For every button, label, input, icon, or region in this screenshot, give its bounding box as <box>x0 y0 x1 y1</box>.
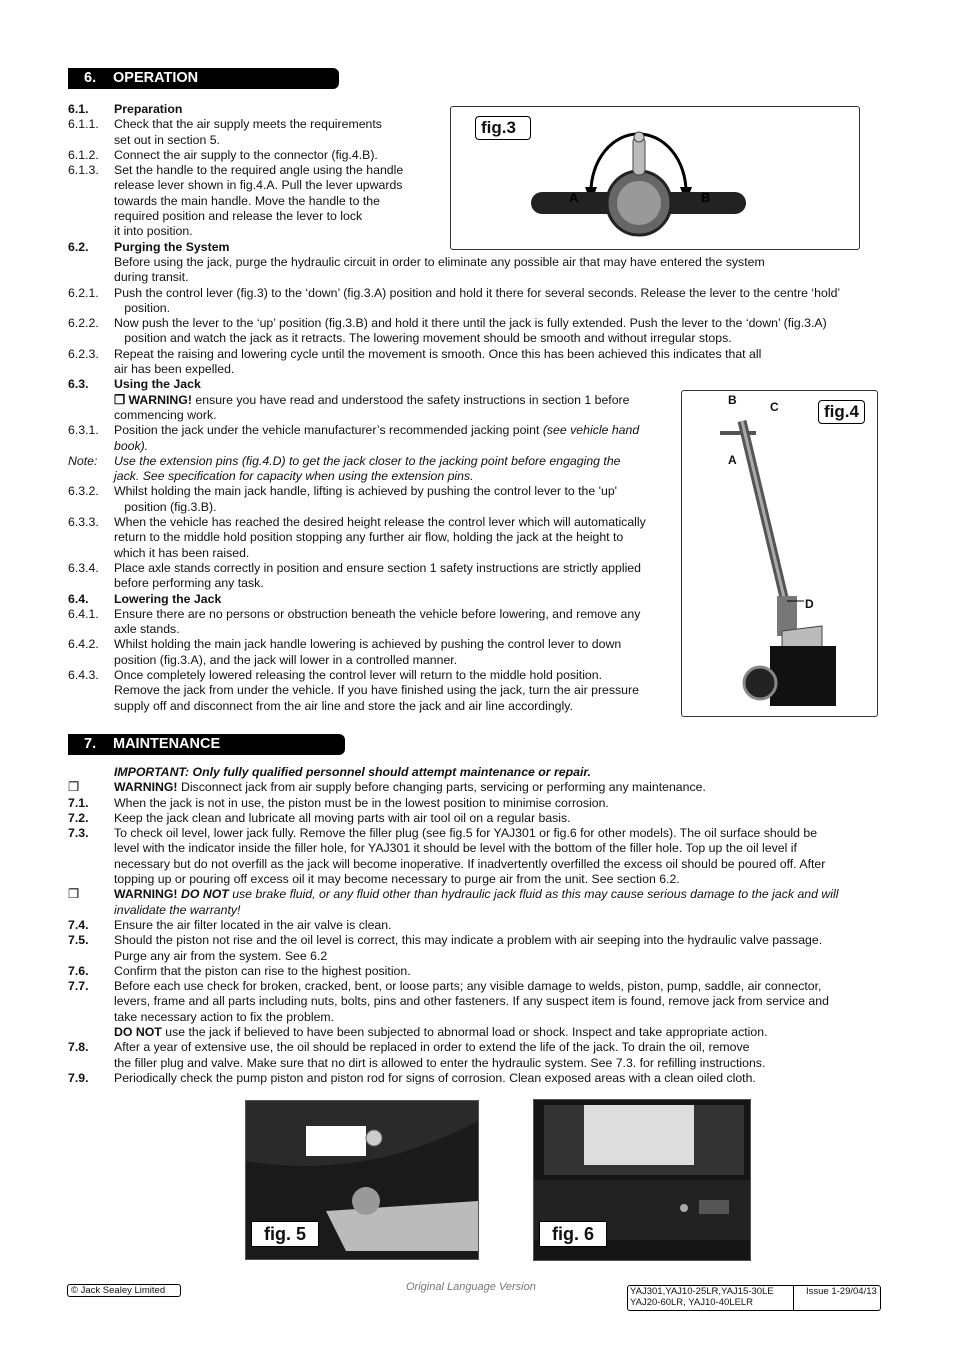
item-text <box>114 1071 756 1086</box>
text-segment: When the jack is not in use, the piston must be in the lowest position to minimise corrosion. <box>114 795 609 810</box>
item-text <box>114 163 403 239</box>
item-text <box>114 796 609 811</box>
text-segment: Should the piston not rise and the oil level is correct, this may indicate a problem with air seeping into the hydraulic valve passage. Purge any air from the system. See 6.2 <box>114 933 823 963</box>
item-text <box>114 515 646 561</box>
item-number: 6.2.3. <box>68 346 99 361</box>
text-segment: Now push the lever to the ‘up’ position (fig.3.B) and hold it there until the jack is fully extended. Push the lever to the ‘down’ (fig.3.A) position and watch the jack as it retracts. The lowering movement should be smooth and without irregular stops. <box>114 316 827 346</box>
item-number: 6.3.3. <box>68 515 99 530</box>
text-segment: DO NOT <box>180 887 229 902</box>
item-number: 6.1.1. <box>68 117 99 132</box>
footer-models-line: YAJ301,YAJ10-25LR,YAJ15-30LE <box>630 1286 774 1297</box>
section-header-operation <box>68 68 339 89</box>
item-number <box>68 1025 114 1040</box>
item-number: 7.5. <box>68 933 89 948</box>
item-number: 6.4.2. <box>68 637 99 652</box>
item-text <box>114 393 629 424</box>
fig6-photo <box>533 1099 751 1261</box>
text-segment: Repeat the raising and lowering cycle until the movement is smooth. Once this has been achieved this indicates that all air has been expelled. <box>114 346 762 377</box>
text-segment: Disconnect jack from air supply before changing parts, servicing or performing any maintenance. <box>177 780 706 795</box>
list-item <box>68 933 898 964</box>
item-text <box>114 255 765 286</box>
footer-issue: Issue 1-29/04/13 <box>806 1286 877 1297</box>
text-segment: To check oil level, lower jack fully. Remove the filler plug (see fig.5 for YAJ301 or fig.6 for other models). The oil surface should be level with the indicator inside the filler hole, for YAJ301 it should be level with the bottom of the filler hole. Top up the oil level if necessary but do not overfill as the jack will become inoperative. If inadvertently overfilled the excess oil should be poured off. After topping up or pouring off excess oil it may become necessary to purge air from the unit. See section 6.2. <box>114 826 826 887</box>
item-text <box>114 1025 768 1040</box>
list-item <box>68 979 898 1025</box>
text-segment: Keep the jack clean and lubricate all moving parts with air tool oil on a regular basis. <box>114 810 571 825</box>
item-text <box>114 933 822 964</box>
jack-illustration <box>682 391 877 716</box>
text-segment: Use the extension pins (fig.4.D) to get the jack closer to the jacking point before engaging the jack. See specification for capacity when using the extension pins. <box>114 453 621 484</box>
footer-models <box>628 1286 794 1310</box>
list-item <box>68 347 888 378</box>
text-segment: Before each use check for broken, cracked, bent, or loose parts; any visible damage to welds, piston, pump, saddle, air connector, levers, frame and all parts including nuts, bolts, pins and other fasteners. If any suspect item is found, remove jack from service and take necessary action to fix the problem. <box>114 979 829 1024</box>
item-text <box>114 780 706 795</box>
list-item <box>68 780 898 795</box>
text-segment: ensure you have read and understood the safety instructions in section 1 before commencing work. <box>114 392 630 422</box>
item-number <box>68 765 114 780</box>
list-item <box>68 1025 898 1040</box>
text-segment: Ensure the air filter located in the air valve is clean. <box>114 917 392 932</box>
item-text <box>114 964 411 979</box>
text-segment: Position the jack under the vehicle manufacturer’s recommended jacking point <box>114 423 543 438</box>
item-text <box>114 454 621 485</box>
text-segment: When the vehicle has reached the desired height release the control lever which will automatically return to the middle hold position stopping any further air flow, holding the jack at the height to which it has been raised. <box>114 515 646 560</box>
footer-copyright: © Jack Sealey Limited <box>67 1284 181 1297</box>
item-number: 6.3.4. <box>68 560 99 575</box>
item-text <box>114 423 639 454</box>
item-text <box>114 637 621 668</box>
section-header-maintenance <box>68 734 345 755</box>
text-segment: Set the handle to the required angle using the handle release lever shown in fig.4.A. Pull the lever upwards towards the main handle. Move the handle to the required position and release the lever to lock it into position. <box>114 163 404 239</box>
list-item <box>68 1071 898 1086</box>
item-number: 6.3.1. <box>68 423 99 438</box>
fig3-label: fig.3 <box>475 116 531 140</box>
item-text <box>114 347 761 378</box>
list-item <box>68 887 898 918</box>
text-segment: IMPORTANT: Only fully qualified personnel should attempt maintenance or repair. <box>114 765 591 779</box>
item-text <box>114 979 829 1025</box>
text-segment: Whilst holding the main jack handle lowering is achieved by pushing the control lever to down position (fig.3.A), and the jack will lower in a controlled manner. <box>114 637 622 667</box>
text-segment: Purging the System <box>114 239 230 254</box>
fig4-d-label: D <box>805 597 814 611</box>
item-number: ❒ <box>68 780 80 795</box>
item-text <box>114 484 617 515</box>
maintenance-text <box>68 765 898 1086</box>
item-text <box>114 148 378 163</box>
fig5-label: fig. 5 <box>251 1221 319 1247</box>
control-lever-illustration <box>451 107 859 249</box>
section-title: MAINTENANCE <box>113 736 221 752</box>
item-number: 7.6. <box>68 963 89 978</box>
item-text <box>114 117 382 148</box>
item-number: 6.1. <box>68 102 89 116</box>
item-number: 6.4.1. <box>68 606 99 621</box>
fig3-a-label: A <box>569 190 579 205</box>
text-segment: Using the Jack <box>114 377 201 392</box>
text-segment: Whilst holding the main jack handle, lifting is achieved by pushing the control lever to the 'up' position (fig.3.B). <box>114 484 618 514</box>
fig3-b-label: B <box>701 190 711 205</box>
text-segment: (see vehicle hand book). <box>114 423 640 453</box>
fig4-a-label: A <box>728 453 737 467</box>
item-text <box>114 240 229 255</box>
text-segment: use brake fluid, or any fluid other than hydraulic jack fluid as this may cause serious damage to the jack and will invalidate the warranty! <box>114 887 839 917</box>
text-segment: Before using the jack, purge the hydraulic circuit in order to eliminate any possible air that may have entered the system during transit. <box>114 254 765 285</box>
item-number <box>68 393 114 424</box>
footer-language: Original Language Version <box>406 1281 536 1293</box>
item-number: 6.4. <box>68 591 89 606</box>
item-number: 7.7. <box>68 979 89 994</box>
section-number: 6. <box>84 70 97 86</box>
section-title: OPERATION <box>113 70 199 86</box>
item-number: 6.2.2. <box>68 316 99 331</box>
section-number: 7. <box>84 736 97 752</box>
item-number: 7.1. <box>68 795 89 810</box>
text-segment: Periodically check the pump piston and piston rod for signs of corrosion. Clean exposed areas with a clean oiled cloth. <box>114 1070 756 1085</box>
item-text <box>114 826 825 887</box>
list-item <box>68 964 898 979</box>
text-segment: Check that the air supply meets the requirements set out in section 5. <box>114 117 382 147</box>
item-text <box>114 765 591 780</box>
item-number <box>68 255 114 286</box>
text-segment: Connect the air supply to the connector (fig.4.B). <box>114 147 378 162</box>
fig6-label: fig. 6 <box>539 1221 607 1247</box>
item-text <box>114 1040 765 1071</box>
text-segment: ❒ WARNING! <box>114 392 192 407</box>
list-item <box>68 765 898 780</box>
fig4-b-label: B <box>728 393 737 407</box>
list-item <box>68 255 888 286</box>
item-number: 6.1.3. <box>68 163 99 178</box>
item-number: 7.2. <box>68 810 89 825</box>
item-text <box>114 102 182 117</box>
fig4-c-label: C <box>770 400 779 414</box>
item-text <box>114 316 827 347</box>
list-item <box>68 918 898 933</box>
text-segment: Push the control lever (fig.3) to the ‘down’ (fig.3.A) position and hold it there for several seconds. Release the lever to the centre ‘hold’ position. <box>114 285 841 315</box>
item-text <box>114 918 392 933</box>
item-text <box>114 887 838 918</box>
list-item <box>68 1040 898 1071</box>
fig4-jack <box>681 390 878 717</box>
item-text <box>114 668 639 714</box>
text-segment: Place axle stands correctly in position and ensure section 1 safety instructions are strictly applied before performing any task. <box>114 560 641 591</box>
text-segment: After a year of extensive use, the oil should be replaced in order to extend the life of the jack. To drain the oil, remove the filler plug and valve. Make sure that no dirt is allowed to enter the hydraulic system. See 7.3. for refilling instructions. <box>114 1040 766 1070</box>
item-number: 6.3.2. <box>68 484 99 499</box>
fig5-photo <box>245 1100 479 1260</box>
item-number: 6.1.2. <box>68 147 99 162</box>
item-number: 6.2. <box>68 239 89 254</box>
item-number: Note: <box>68 453 98 468</box>
text-segment: Lowering the Jack <box>114 591 222 606</box>
text-segment: Ensure there are no persons or obstruction beneath the vehicle before lowering, and remove any axle stands. <box>114 606 641 637</box>
text-segment: WARNING! <box>114 780 178 795</box>
text-segment: WARNING! <box>114 887 181 902</box>
item-number: 6.4.3. <box>68 667 99 682</box>
text-segment: DO NOT <box>114 1025 162 1040</box>
text-segment: Preparation <box>114 102 183 116</box>
fig3-control-lever <box>450 106 860 250</box>
list-item <box>68 316 888 347</box>
list-item <box>68 811 898 826</box>
item-number: 6.3. <box>68 377 89 392</box>
footer-models-box <box>627 1285 881 1311</box>
list-item <box>68 286 888 317</box>
item-number: 7.9. <box>68 1070 89 1085</box>
item-text <box>114 377 201 392</box>
item-number: 7.8. <box>68 1040 89 1055</box>
fig4-label: fig.4 <box>818 400 865 424</box>
item-text <box>114 592 221 607</box>
item-text <box>114 811 571 826</box>
item-number: 6.2.1. <box>68 285 99 300</box>
item-number: ❒ <box>68 887 80 902</box>
item-text <box>114 607 640 638</box>
item-number: 7.3. <box>68 826 89 841</box>
text-segment: Once completely lowered releasing the control lever will return to the middle hold position. Remove the jack from under the vehicle. If you have finished using the jack, turn the air pressure supply off and disconnect from the air line and store the jack and air line accordingly. <box>114 667 639 713</box>
item-text <box>114 561 641 592</box>
text-segment: Confirm that the piston can rise to the highest position. <box>114 963 411 978</box>
list-item <box>68 796 898 811</box>
item-number: 7.4. <box>68 917 89 932</box>
footer-models-line: YAJ20-60LR, YAJ10-40LELR <box>630 1297 754 1308</box>
text-segment: use the jack if believed to have been subjected to abnormal load or shock. Inspect and take appropriate action. <box>161 1025 768 1040</box>
list-item <box>68 826 898 887</box>
item-text <box>114 286 840 317</box>
